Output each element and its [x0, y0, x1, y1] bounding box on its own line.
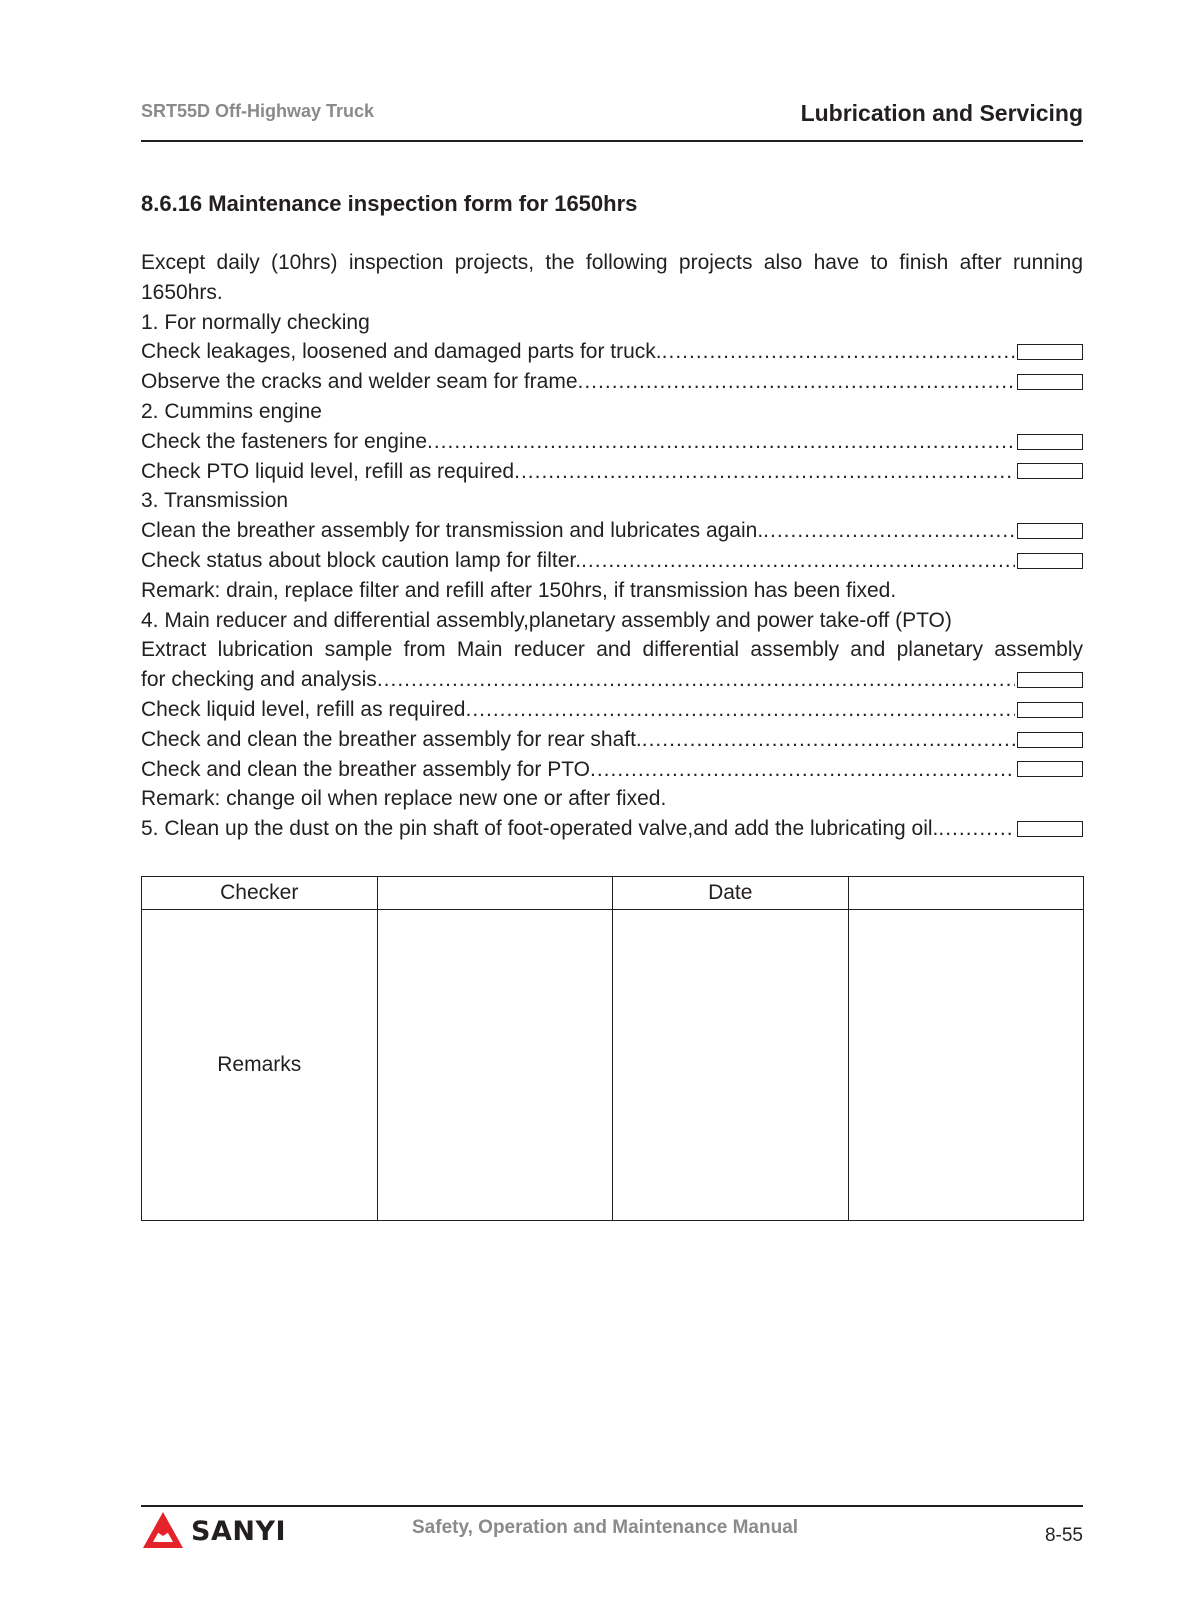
checklist-item [141, 695, 1083, 725]
section-title: 8.6.16 Maintenance inspection form for 1650hrs [141, 191, 638, 216]
sanyi-logo-icon [141, 1510, 185, 1552]
date-value-cell[interactable] [848, 877, 1084, 910]
dot-leader [578, 367, 1015, 397]
checklist-item [141, 457, 1083, 487]
dot-leader [427, 427, 1015, 457]
checklist-checkbox[interactable] [1017, 374, 1083, 390]
checklist-item-text: Observe the cracks and welder seam for frame [141, 370, 578, 394]
brand-name: SANYI [191, 1515, 287, 1547]
group-heading: 4. Main reducer and differential assembly,planetary assembly and power take-off (PTO) [141, 608, 952, 632]
dot-leader [590, 755, 1015, 785]
table-row [142, 877, 1084, 910]
dot-leader [377, 665, 1015, 695]
checker-value-cell[interactable] [377, 877, 613, 910]
checklist-checkbox[interactable] [1017, 702, 1083, 718]
intro-line: 1650hrs. [141, 280, 223, 304]
checklist-checkbox[interactable] [1017, 732, 1083, 748]
dot-leader [662, 337, 1015, 367]
checklist-checkbox[interactable] [1017, 344, 1083, 360]
remark-text: Remark: change oil when replace new one or after fixed. [141, 787, 667, 811]
checklist-checkbox[interactable] [1017, 553, 1083, 569]
footer-divider [141, 1505, 1083, 1507]
checklist-item-text: Clean the breather assembly for transmission and lubricates again. [141, 519, 764, 543]
checklist-item [141, 546, 1083, 576]
checklist-item-text: 5. Clean up the dust on the pin shaft of foot-operated valve,and add the lubricating oil. [141, 817, 939, 841]
checklist-checkbox[interactable] [1017, 672, 1083, 688]
checklist-item [141, 516, 1083, 546]
checklist-item-text: for checking and analysis [141, 668, 377, 692]
dot-leader [642, 725, 1015, 755]
manual-title: Safety, Operation and Maintenance Manual [412, 1517, 799, 1538]
header-divider [141, 140, 1083, 142]
checklist-item-text: Check status about block caution lamp for filter. [141, 548, 582, 572]
remarks-cell[interactable] [613, 910, 849, 1221]
checklist-item [141, 755, 1083, 785]
checklist-checkbox[interactable] [1017, 821, 1083, 837]
checklist-checkbox[interactable] [1017, 761, 1083, 777]
checklist-checkbox[interactable] [1017, 523, 1083, 539]
checklist-item [141, 427, 1083, 457]
sanyi-logo [141, 1510, 286, 1552]
intro-line: Except daily (10hrs) inspection projects, the following projects also have to finish after running [141, 251, 1083, 274]
header-product: SRT55D Off-Highway Truck [141, 101, 375, 121]
checklist-item-text: Check and clean the breather assembly for PTO [141, 757, 591, 781]
dot-leader [581, 546, 1015, 576]
date-label-cell: Date [613, 877, 849, 910]
checklist-item [141, 367, 1083, 397]
checklist-item-text: Check and clean the breather assembly for rear shaft. [141, 727, 642, 751]
table-row [142, 910, 1084, 1221]
remark-text: Remark: drain, replace filter and refill after 150hrs, if transmission has been fixed. [141, 578, 897, 602]
header-chapter: Lubrication and Servicing [800, 100, 1083, 126]
inspection-checklist [141, 248, 1083, 844]
checklist-item [141, 725, 1083, 755]
checklist-item-text: Check PTO liquid level, refill as required [141, 459, 515, 483]
extract-line: Extract lubrication sample from Main reducer and differential assembly and planetary assembly [141, 638, 1083, 662]
remarks-cell[interactable] [848, 910, 1084, 1221]
dot-leader [763, 516, 1015, 546]
checklist-checkbox[interactable] [1017, 463, 1083, 479]
group-heading: 1. For normally checking [141, 310, 370, 334]
page-number: 8-55 [1044, 1525, 1083, 1546]
remarks-cell[interactable] [377, 910, 613, 1221]
sign-off-table [141, 876, 1084, 1221]
checklist-checkbox[interactable] [1017, 434, 1083, 450]
checklist-item [141, 337, 1083, 367]
dot-leader [514, 457, 1015, 487]
checklist-item-text: Check leakages, loosened and damaged parts for truck. [141, 340, 662, 364]
group-heading: 3. Transmission [141, 489, 289, 513]
checklist-item-text: Check liquid level, refill as required [141, 697, 466, 721]
checklist-item [141, 814, 1083, 844]
dot-leader [466, 695, 1016, 725]
checklist-item [141, 665, 1083, 695]
checklist-item-text: Check the fasteners for engine [141, 429, 428, 453]
group-heading: 2. Cummins engine [141, 399, 322, 423]
checker-label-cell: Checker [142, 877, 378, 910]
dot-leader [938, 814, 1015, 844]
remarks-label-cell: Remarks [142, 910, 378, 1221]
